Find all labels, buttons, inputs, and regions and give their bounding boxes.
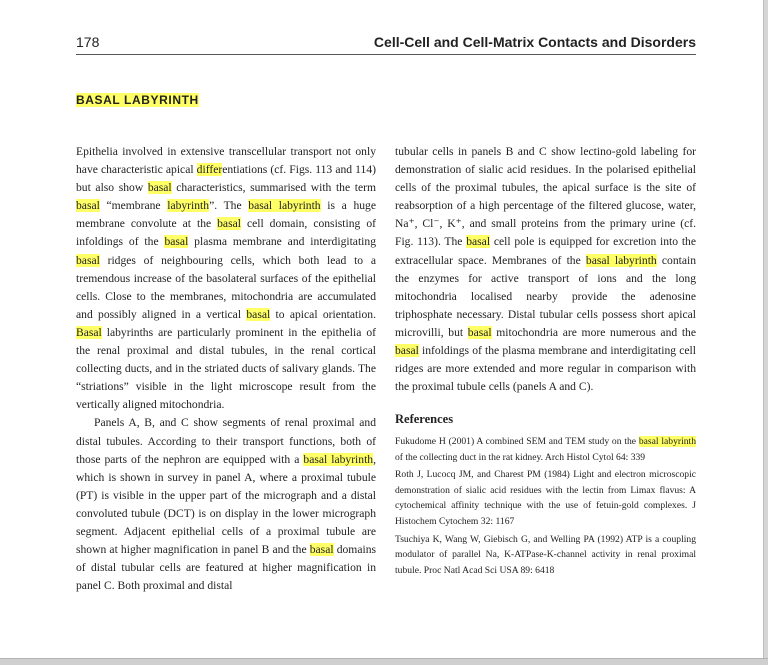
- viewer-scrollbar[interactable]: [763, 0, 768, 665]
- reference-item: Tsuchiya K, Wang W, Giebisch G, and Welling PA (1992) ATP is a coupling modulator of parallel Na, K-ATPase-K-channel activity in renal proximal tubule. Proc Natl Acad Sci USA 89: 6418: [395, 533, 696, 576]
- highlight: basal: [466, 235, 491, 249]
- highlight: basal: [147, 181, 172, 195]
- text-run: ”. The: [209, 199, 249, 213]
- text-run: ridges of neighbouring cells, which both lead to a tremendous increase of the basolateral surfaces of the epithelial cells. Close to the membranes, mitochondria are accumulated and possibly aligned in a vertical: [76, 253, 376, 321]
- highlight: basal labyrinth: [638, 436, 696, 447]
- running-title: Cell-Cell and Cell-Matrix Contacts and Disorders: [373, 34, 696, 50]
- text-run: , which is shown in survey in panel A, where a proximal tubule (PT) is visible in the upper part of the micrograph and a distal convoluted tubule (DCT) is on display in the lower micrograph segment. Adjacent epithelial cells of a proximal tubule are shown at higher magnification in panel B and the: [76, 452, 376, 557]
- text-run: contain the enzymes for active transport of ions and the long mitochondria localised nearby provide the adenosine triphosphate necessary. Distal tubular cells possess short apical microvilli, but: [395, 253, 697, 339]
- text-run: of the collecting duct in the rat kidney. Arch Histol Cytol 64: 339: [395, 451, 646, 463]
- references-list: [395, 434, 696, 580]
- text-run: tubular cells in panels B and C show lectino-gold labeling for demonstration of sialic acid residues. In the polarised epithelial cells of the proximal tubules, the apical surface is the site of reabsorption of a high percentage of the filtered glucose, water, Na⁺, Cl⁻, K⁺, and small proteins from the primary urine (cf. Fig. 113). The: [395, 145, 696, 249]
- text-run: labyrinths are particularly prominent in the epithelia of the renal proximal and distal tubules, in the renal cortical collecting ducts, and in the striated ducts of salivary glands. The “striations” visible in the light microscope result from the vertically aligned mitochondria.: [76, 325, 376, 412]
- reference-item: [395, 434, 696, 465]
- text-run: plasma membrane and interdigitating: [188, 235, 376, 249]
- highlight: labyrinth: [167, 199, 210, 213]
- highlight: differ: [196, 163, 223, 177]
- highlighted-heading: BASAL LABYRINTH: [76, 93, 199, 107]
- section-heading: [76, 93, 199, 107]
- text-run: “membrane: [99, 199, 168, 213]
- highlight: basal: [76, 253, 100, 267]
- text-run: domains of distal tubular cells are featured at higher magnification in panel C. Both proximal and distal: [76, 543, 376, 593]
- highlight: basal: [246, 307, 271, 321]
- text-run: to apical orientation.: [270, 307, 376, 321]
- reference-item: Roth J, Lucocq JM, and Charest PM (1984) Light and electron microscopic demonstration of sialic acid residues with the lectin from Limax flavus: A cytochemical affinity technique with the use of fetuin-gold complexes. J Histochem Cytochem 32: 1167: [395, 469, 696, 527]
- text-run: Epithelia involved in extensive transcellular transport not only have characteristic apical: [76, 145, 376, 177]
- text-run: Panels A, B, and C show segments of renal proximal and distal tubules. According to their transport functions, both of those parts of the nephron are equipped with a: [76, 416, 376, 466]
- left-column: [76, 143, 376, 595]
- highlight: basal labyrinth: [585, 253, 657, 267]
- highlight: Basal: [76, 325, 102, 339]
- references-heading: References: [395, 412, 454, 426]
- text-run: characteristics, summarised with the term: [171, 181, 376, 195]
- body-paragraph-2: [76, 414, 376, 595]
- highlight: basal labyrinth: [248, 199, 321, 213]
- viewer-bottom-edge: [0, 658, 768, 665]
- highlight: basal: [467, 325, 492, 339]
- body-paragraph-1: [76, 143, 376, 414]
- text-run: cell domain, consisting of infoldings of the: [76, 217, 376, 249]
- text-run: entiations (cf. Figs. 113 and 114) but also show: [76, 163, 376, 195]
- running-header: [76, 32, 696, 55]
- text-run: mitochondria are more numerous and the: [491, 325, 696, 339]
- text-run: is a huge membrane convolute at the: [76, 199, 376, 231]
- highlight: basal: [217, 217, 241, 231]
- page-number: 178: [76, 34, 100, 50]
- right-column: [395, 143, 696, 396]
- highlight: basal: [164, 235, 189, 249]
- body-paragraph-3: [395, 143, 696, 396]
- text-run: Fukudome H (2001) A combined SEM and TEM study on the: [395, 436, 639, 447]
- text-run: cell pole is equipped for excretion into the extracellular space. Membranes of the: [395, 235, 696, 267]
- highlight: basal: [395, 344, 419, 358]
- highlight: basal: [76, 199, 100, 213]
- highlight: basal labyrinth: [303, 452, 374, 466]
- text-run: infoldings of the plasma membrane and interdigitating cell ridges are more extended and more regular in comparison with the proximal tubule cells (panels A and C).: [395, 344, 696, 394]
- highlight: basal: [309, 543, 334, 557]
